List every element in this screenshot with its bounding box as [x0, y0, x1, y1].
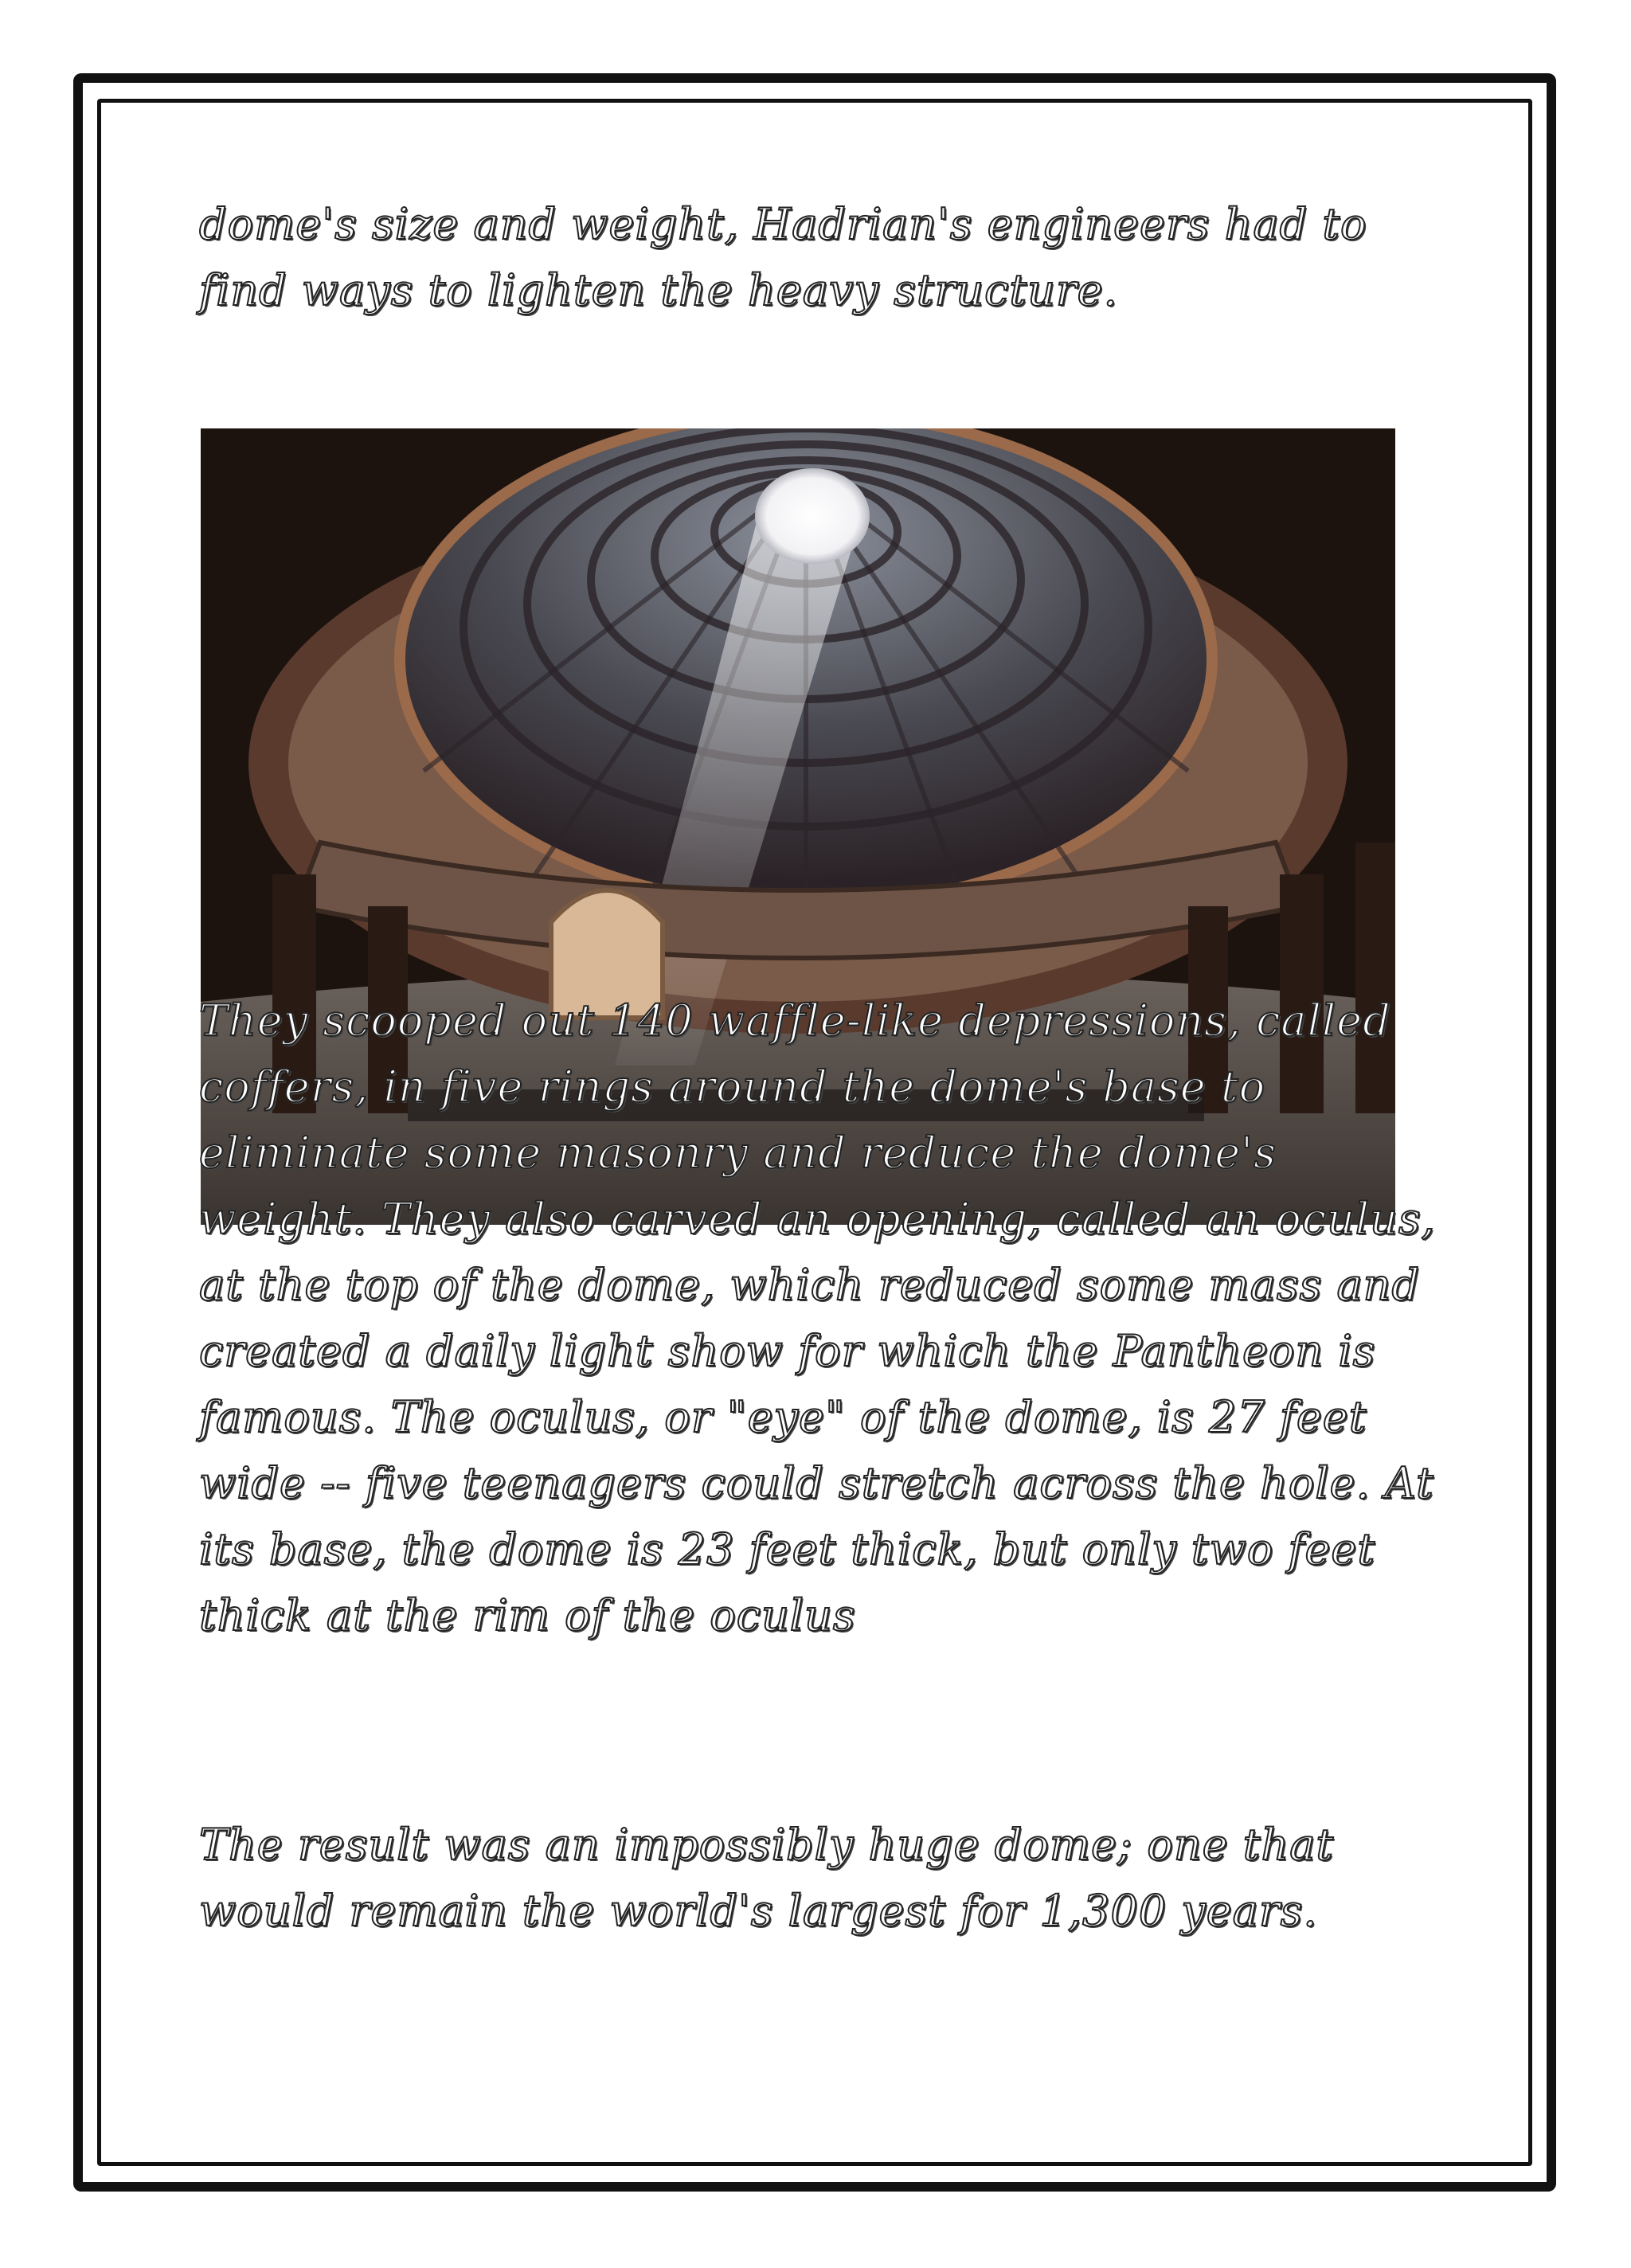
- paragraph-intro: dome's size and weight, Hadrian's engineers had to find ways to lighten the heavy structure.: [199, 199, 1367, 315]
- paragraph-result: The result was an impossibly huge dome; one that would remain the world's largest for 1,300 years.: [199, 1820, 1335, 1936]
- paragraph-coffers-oculus: They scooped out 140 waffle-like depressions, called coffers, in five rings around the dome's base to eliminate some masonry and reduce the dome's weight. They also carved an opening, called an oculus, at the top of the dome, which reduced some mass and created a daily light show for which the Pantheon is famous. The oculus, or "eye" of the dome, is 27 feet wide -- five teenagers could stretch across the hole. At its base, the dome is 23 feet thick, but only two feet thick at the rim of the oculus: [199, 995, 1436, 1640]
